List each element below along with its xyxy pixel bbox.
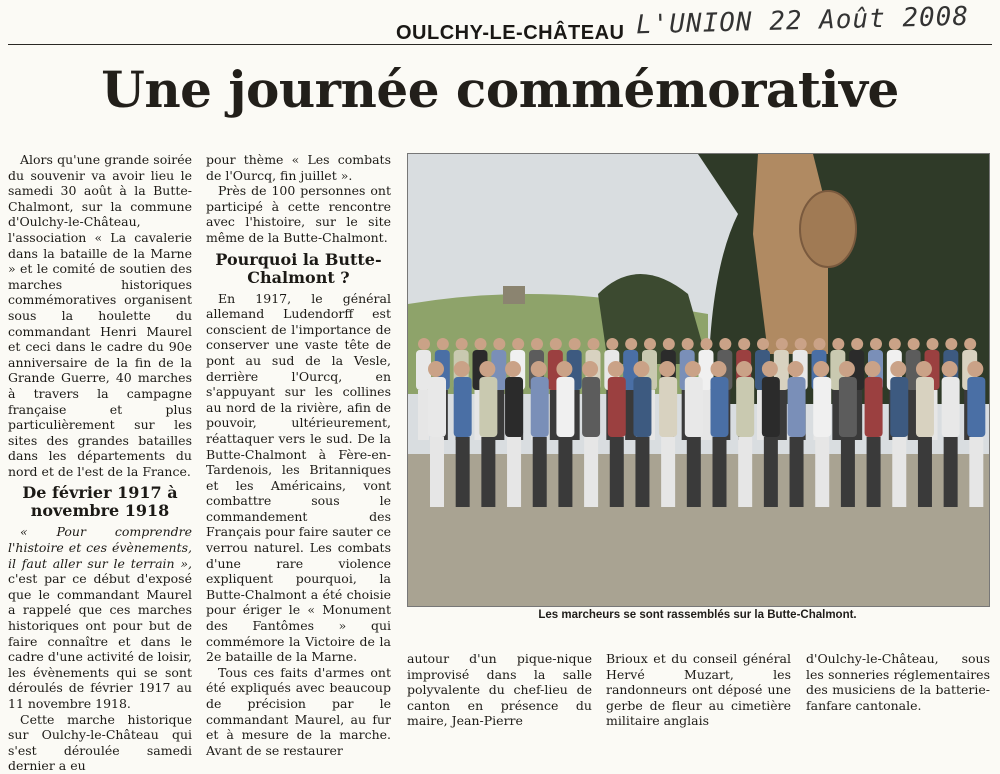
person [813,361,831,507]
person [659,361,677,507]
person [839,361,857,507]
person [505,361,523,507]
paragraph: autour d'un pique-nique improvisé dans la salle polyvalente du chef-lieu de canton en présence du maire, Jean-Pierre [407,651,592,729]
person [736,361,754,507]
paragraph: Brioux et du conseil général Hervé Muzart, les randonneurs ont déposé une gerbe de fleur au cimetière militaire anglais [606,651,791,729]
person [890,361,908,507]
person [762,361,780,507]
person [531,361,549,507]
locality-title: OULCHY-LE-CHÂTEAU [396,22,625,44]
group-photo-illustration [408,154,989,606]
article-column-4 [606,651,791,729]
handwritten-source-note: L'UNION 22 Août 2008 [635,1,970,41]
person [454,361,472,507]
person [685,361,703,507]
monument-shield [800,191,856,267]
photo-caption: Les marcheurs se sont rassemblés sur la Butte-Chalmont. [538,609,857,621]
person [633,361,651,507]
person [942,361,960,507]
person [428,361,446,507]
subheading-why: Pourquoi la Butte-Chalmont ? [215,249,382,287]
article-column-2 [206,152,391,758]
paragraph: Près de 100 personnes ont participé à cette rencontre avec l'histoire, sur le site même de la Butte-Chalmont. [206,183,391,245]
paragraph: Cette marche historique sur Oulchy-le-Château qui s'est déroulée samedi dernier a eu [8,711,192,774]
article-column-3 [407,651,592,729]
person [865,361,883,507]
distant-building [503,286,525,304]
article-headline: Une journée commémorative [101,60,899,119]
paragraph-text: c'est par ce début d'exposé que le commandant Maurel a rappelé que ces marches historiques ont pour but de faire connaître et dans le cadre d'une activité de loisir, les évènements qui se sont déroulés de février 1917 au 11 novembre 1918. [8,571,192,711]
person [967,361,985,507]
paragraph [8,524,192,711]
quote-italic: « Pour comprendre l'histoire et ces évènements, il faut aller sur le terrain », [8,524,192,571]
person [479,361,497,507]
article-column-5 [806,651,990,713]
person [788,361,806,507]
paragraph: d'Oulchy-le-Château, sous les sonneries réglementaires des musiciens de la batterie-fanfare cantonale. [806,651,990,713]
article-column-1 [8,152,192,774]
person [916,361,934,507]
subheading-dates: De février 1917 à novembre 1918 [22,483,178,521]
group-photo [407,153,990,607]
person [582,361,600,507]
person [608,361,626,507]
paragraph: Tous ces faits d'armes ont été expliqués avec beaucoup de précision par le commandant Maurel, au fur et à mesure de la marche. Avant de se restaurer [206,664,391,758]
person [556,361,574,507]
paragraph: pour thème « Les combats de l'Ourcq, fin juillet ». [206,152,391,183]
paragraph: En 1917, le général allemand Ludendorff est conscient de l'importance de conserver une vaste tête de pont au sud de la Vesle, derrière l'Ourcq, en s'appuyant sur les collines au nord de la rivière, afin de pouvoir, ultérieurement, réattaquer vers le sud. De la Butte-Chalmont à Fère-en-Tardenois, les Britanniques et les Américains, vont combattre sous le commandement des Français pour faire sauter ce verrou naturel. Les combats d'une rare violence expliquent pourquoi, la Butte-Chalmont a été choisie pour ériger le « Monument des Fantômes » qui commémore la Victoire de la 2e bataille de la Marne. [206,290,391,665]
person [711,361,729,507]
paragraph: Alors qu'une grande soirée du souvenir va avoir lieu le samedi 30 août à la Butte-Chalmont, sur la commune d'Oulchy-le-Château, l'association « La cavalerie dans la bataille de la Marne » et le comité de soutien des marches historiques commémoratives organisent sous la houlette du commandant Henri Maurel et ceci dans le cadre du 90e anniversaire de la fin de la Grande Guerre, 40 marches à travers la campagne française et plus particulièrement sur les sites des grandes batailles dans les départements du nord et de l'est de la France. [8,152,192,479]
